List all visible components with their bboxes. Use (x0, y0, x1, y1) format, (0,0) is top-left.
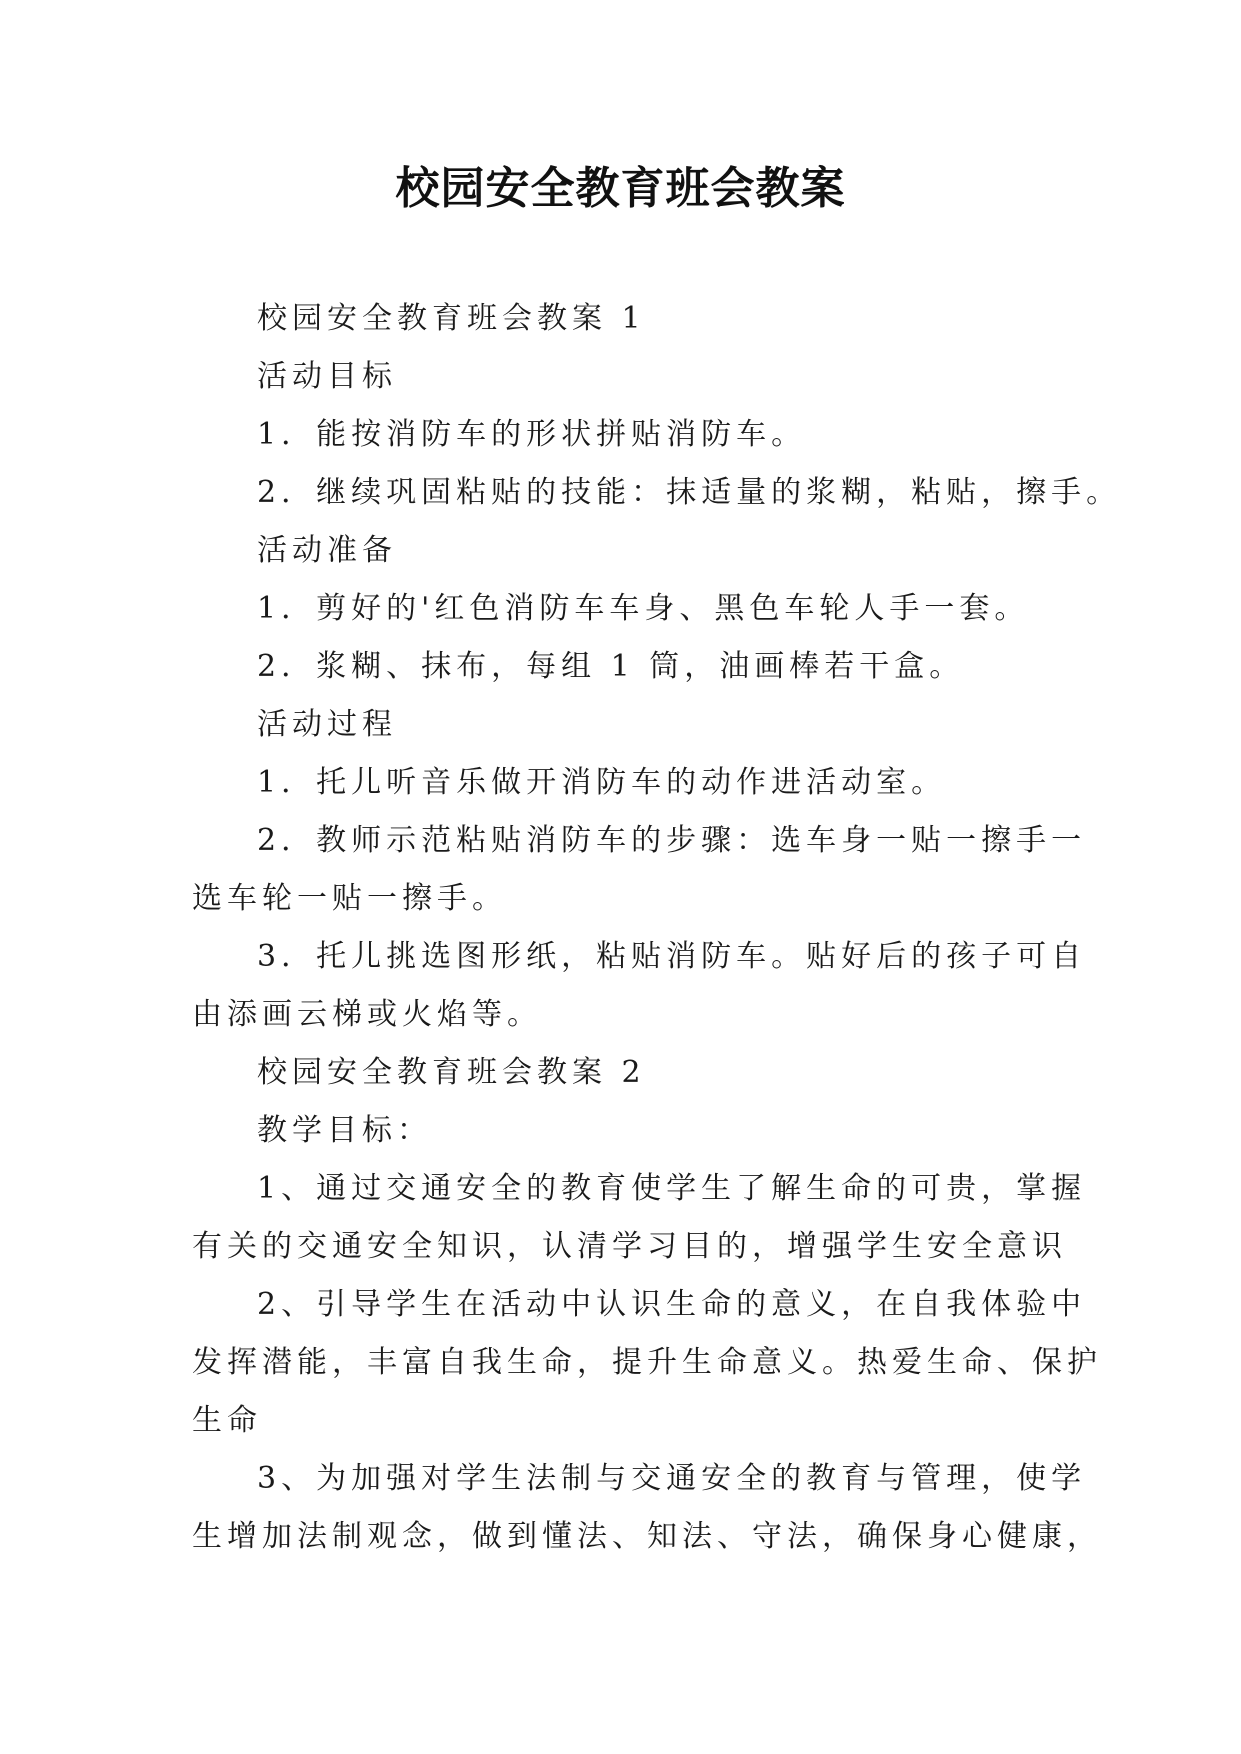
heading-lesson-plan-1: 校园安全教育班会教案 1 (257, 301, 646, 336)
process-item-2-line-1: 2．教师示范粘贴消防车的步骤：选车身一贴一擦手一 (257, 823, 1087, 858)
section-heading-teaching-objectives: 教学目标： (257, 1113, 432, 1148)
preparation-item-1: 1．剪好的'红色消防车车身、黑色车轮人手一套。 (257, 591, 1030, 626)
process-item-3-line-1: 3．托儿挑选图形纸，粘贴消防车。贴好后的孩子可自 (257, 939, 1087, 974)
section-heading-preparation: 活动准备 (257, 533, 397, 568)
teaching-objective-1-line-1: 1、通过交通安全的教育使学生了解生命的可贵，掌握 (257, 1171, 1087, 1206)
teaching-objective-2-line-2: 发挥潜能，丰富自我生命，提升生命意义。热爱生命、保护 (192, 1345, 1102, 1380)
objective-item-1: 1．能按消防车的形状拼贴消防车。 (257, 417, 807, 452)
teaching-objective-2-line-1: 2、引导学生在活动中认识生命的意义，在自我体验中 (257, 1287, 1087, 1322)
teaching-objective-1-line-2: 有关的交通安全知识，认清学习目的，增强学生安全意识 (192, 1229, 1067, 1264)
preparation-item-2: 2．浆糊、抹布，每组 1 筒，油画棒若干盒。 (257, 649, 965, 684)
objective-item-2: 2．继续巩固粘贴的技能：抹适量的浆糊，粘贴，擦手。 (257, 475, 1122, 510)
heading-lesson-plan-2: 校园安全教育班会教案 2 (257, 1055, 646, 1090)
teaching-objective-2-line-3: 生命 (192, 1403, 262, 1438)
teaching-objective-3-line-1: 3、为加强对学生法制与交通安全的教育与管理，使学 (257, 1461, 1087, 1496)
process-item-3-line-2: 由添画云梯或火焰等。 (192, 997, 542, 1032)
process-item-2-line-2: 选车轮一贴一擦手。 (192, 881, 507, 916)
section-heading-process: 活动过程 (257, 707, 397, 742)
section-heading-objectives: 活动目标 (257, 359, 397, 394)
teaching-objective-3-line-2: 生增加法制观念，做到懂法、知法、守法，确保身心健康， (192, 1519, 1102, 1554)
document-title: 校园安全教育班会教案 (395, 163, 846, 214)
document-body (192, 290, 1122, 1566)
process-item-1: 1．托儿听音乐做开消防车的动作进活动室。 (257, 765, 947, 800)
